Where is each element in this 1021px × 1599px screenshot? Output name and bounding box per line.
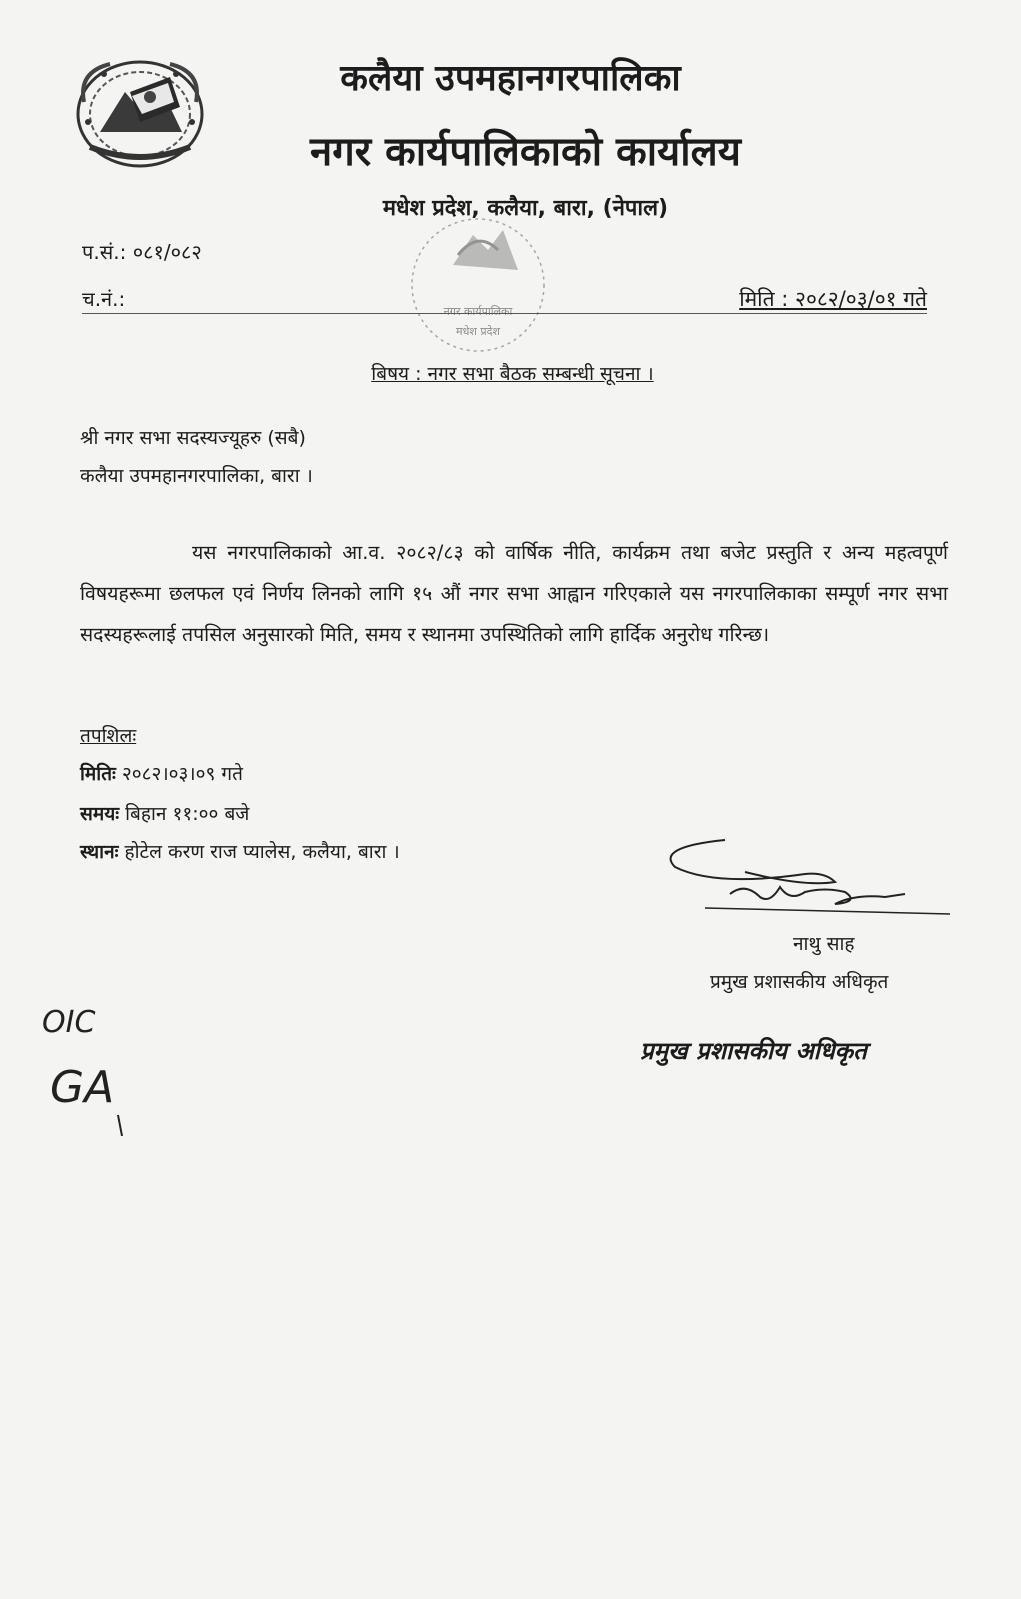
signatory-name: नाथु साह — [793, 933, 855, 955]
dispatch-number: च.नं.: — [82, 287, 126, 311]
designation-stamp: प्रमुख प्रशासकीय अधिकृत — [640, 1037, 867, 1065]
subject-line: बिषय : नगर सभा बैठक सम्बन्धी सूचना । — [371, 363, 654, 385]
schedule-date — [80, 760, 243, 786]
office-address: मधेश प्रदेश, कलैया, बारा, (नेपाल) — [382, 196, 669, 221]
handwritten-initials: GA — [50, 1062, 115, 1113]
handwritten-note — [40, 990, 180, 1140]
signatory-designation: प्रमुख प्रशासकीय अधिकृत — [710, 971, 889, 993]
recipient-line-1: श्री नगर सभा सदस्यज्यूहरु (सबै) — [80, 427, 306, 449]
seal-text-2: मधेश प्रदेश — [456, 325, 500, 338]
municipality-name: कलैया उपमहानगरपालिका — [340, 58, 681, 99]
schedule-venue-label: स्थानः — [80, 841, 119, 863]
schedule-venue — [80, 838, 400, 864]
signature — [655, 832, 955, 922]
schedule-heading: तपशिलः — [80, 725, 137, 747]
recipient-line-2: कलैया उपमहानगरपालिका, बारा । — [80, 465, 313, 487]
office-seal — [398, 210, 558, 360]
letter-date: मिति : २०८२/०३/०१ गते — [739, 287, 927, 311]
office-name: नगर कार्यपालिकाको कार्यालय — [310, 129, 741, 175]
notice-body: यस नगरपालिकाको आ.व. २०८२/८३ को वार्षिक नीति, कार्यक्रम तथा बजेट प्रस्तुति र अन्य महत्वपूर्ण विषयहरूमा छलफल एवं निर्णय लिनको लागि १५ औं नगर सभा आह्वान गरिएकाले यस नगरपालिकाका सम्पूर्ण नगर सभा सदस्यहरूलाई तपसिल अनुसारको मिति, समय र स्थानमा उपस्थितिको लागि हार्दिक अनुरोध गरिन्छ। — [80, 541, 948, 646]
schedule-time-value: बिहान ११:०० बजे — [125, 803, 250, 825]
schedule-date-label: मितिः — [80, 763, 116, 785]
schedule-date-value: २०८२।०३।०९ गते — [121, 763, 243, 785]
schedule-venue-value: होटेल करण राज प्यालेस, कलैया, बारा । — [124, 841, 400, 863]
header-divider — [82, 313, 927, 314]
schedule-time — [80, 800, 249, 826]
seal-text-1: नगर कार्यपालिका — [443, 305, 513, 318]
reference-number: प.सं.: ०८१/०८२ — [82, 240, 202, 264]
schedule-time-label: समयः — [80, 803, 120, 825]
handwritten-oic: OIC — [42, 1005, 96, 1040]
